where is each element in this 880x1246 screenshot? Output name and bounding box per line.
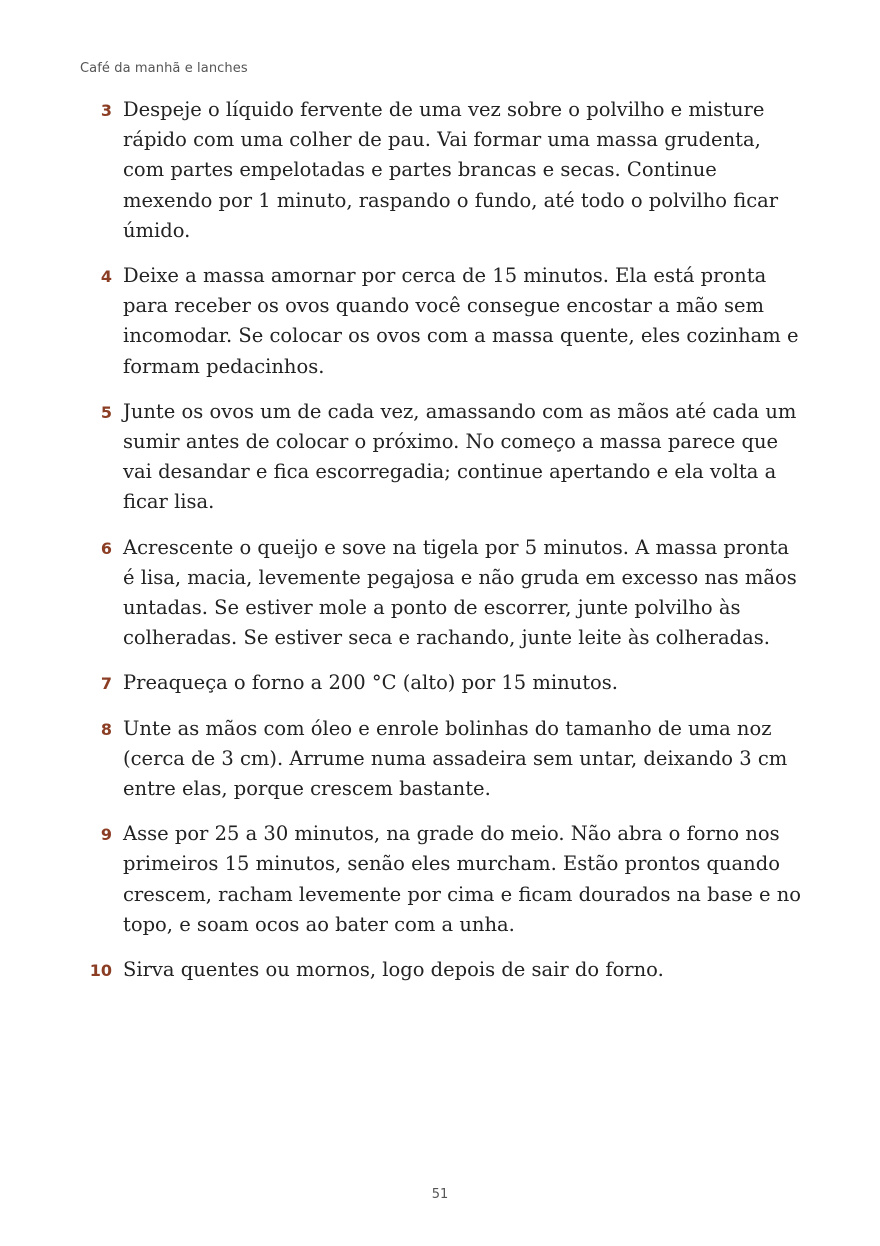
- running-header: Café da manhã e lanches: [80, 61, 248, 76]
- step-number: 7: [100, 674, 112, 694]
- step-text: Junte os ovos um de cada vez, amassando com as mãos até cada um sumir antes de colocar o próximo. No começo a massa parece que vai desandar e fica escorregadia; continue apertando e ela volta a ficar lisa.: [123, 399, 797, 514]
- step-text: Asse por 25 a 30 minutos, na grade do meio. Não abra o forno nos primeiros 15 minutos, senão eles murcham. Estão prontos quando crescem, racham levemente por cima e ficam dourados na base e no topo, e soam ocos ao bater com a unha.: [123, 822, 802, 936]
- recipe-steps-list: [89, 95, 805, 1000]
- recipe-step: [100, 533, 805, 654]
- step-number: 4: [100, 267, 112, 287]
- step-text: Deixe a massa amornar por cerca de 15 minutos. Ela está pronta para receber os ovos quando você consegue encostar a mão sem incomodar. Se colocar os ovos com a massa quente, eles cozinham e formam pedacinhos.: [123, 264, 799, 378]
- recipe-step: [100, 397, 805, 518]
- step-text: Sirva quentes ou mornos, logo depois de sair do forno.: [123, 958, 664, 982]
- step-number: 10: [89, 961, 112, 981]
- step-text: Unte as mãos com óleo e enrole bolinhas do tamanho de uma noz (cerca de 3 cm). Arrume numa assadeira sem untar, deixando 3 cm entre elas, porque crescem bastante.: [123, 716, 788, 801]
- step-number: 3: [100, 101, 112, 120]
- step-text: Acrescente o queijo e sove na tigela por 5 minutos. A massa pronta é lisa, macia, levemente pegajosa e não gruda em excesso nas mãos untadas. Se estiver mole a ponto de escorrer, junte polvilho às colheradas. Se estiver seca e rachando, junte leite às colheradas.: [123, 535, 797, 650]
- recipe-step: [100, 95, 805, 246]
- step-number: 9: [100, 825, 112, 845]
- recipe-step: [100, 261, 805, 382]
- step-number: 6: [100, 538, 112, 558]
- recipe-step: [100, 819, 805, 940]
- recipe-step: [100, 714, 805, 805]
- step-number: 5: [100, 402, 112, 422]
- step-text: Despeje o líquido fervente de uma vez sobre o polvilho e misture rápido com uma colher de pau. Vai formar uma massa grudenta, com partes empelotadas e partes brancas e secas. Continue mexendo por 1 minuto, raspando o fundo, até todo o polvilho ficar úmido.: [123, 98, 779, 242]
- step-number: 8: [100, 719, 112, 739]
- recipe-step: [100, 668, 805, 698]
- step-text: Preaqueça o forno a 200 °C (alto) por 15 minutos.: [123, 671, 618, 695]
- recipe-step: [89, 955, 805, 985]
- page-number: 51: [431, 1187, 449, 1202]
